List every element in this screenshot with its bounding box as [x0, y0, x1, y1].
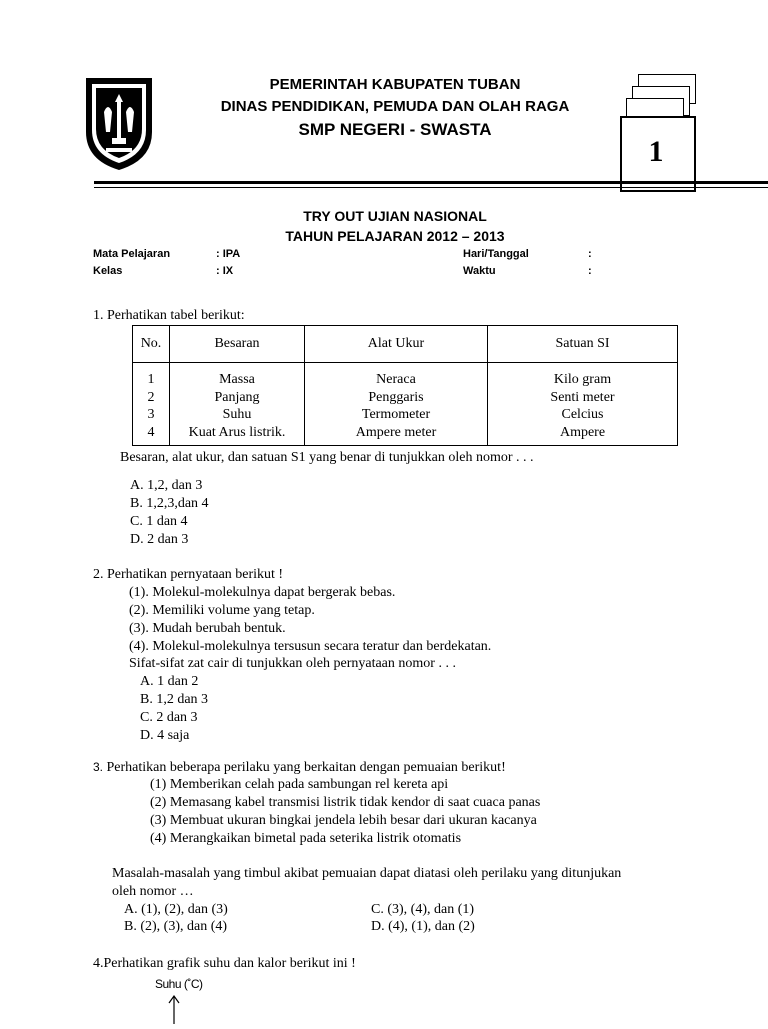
- table-cell: Neraca: [376, 372, 416, 387]
- exam-title-2: TAHUN PELAJARAN 2012 – 2013: [285, 228, 505, 244]
- table-cell: Kilo gram: [553, 372, 612, 387]
- q1-option-a: A. 1,2, dan 3: [130, 478, 203, 493]
- q3-stem: [93, 760, 506, 776]
- time-label: Waktu: [463, 265, 496, 277]
- q2-option-a: A. 1 dan 2: [140, 674, 199, 689]
- table-cell: Ampere: [559, 424, 606, 440]
- table-header-cell: Alat Ukur: [305, 326, 488, 363]
- q4-y-axis-label: Suhu (˚C): [155, 977, 203, 991]
- table-body-row: [133, 363, 678, 446]
- q2-option-c: C. 2 dan 3: [140, 710, 198, 725]
- q3-statement-2: (2) Memasang kabel transmisi listrik tidak kendor di saat cuaca panas: [150, 795, 541, 810]
- q3-statement-1: (1) Memberikan celah pada sambungan rel kereta api: [150, 777, 449, 792]
- q2-statement-4: (4). Molekul-molekulnya tersusun secara teratur dan berdekatan.: [129, 639, 492, 654]
- table-cell: Termometer: [361, 407, 431, 422]
- q2-option-d: D. 4 saja: [140, 728, 190, 743]
- subject-label: Mata Pelajaran: [93, 248, 171, 260]
- table-col-no: [133, 363, 170, 446]
- table-cell: Celcius: [561, 407, 604, 422]
- q3-statement-3: (3) Membuat ukuran bingkai jendela lebih besar dari ukuran kacanya: [150, 813, 537, 828]
- table-cell: Senti meter: [550, 389, 615, 405]
- table-cell: 3: [147, 407, 155, 422]
- header-rule-thin: [94, 187, 768, 188]
- table-col-alat-ukur: [305, 363, 488, 446]
- table-header-row: [133, 326, 678, 363]
- q3-question-line1: Masalah-masalah yang timbul akibat pemuaian dapat diatasi oleh perilaku yang ditunjukan: [112, 866, 622, 881]
- table-cell: 4: [147, 424, 155, 440]
- date-value: :: [588, 248, 592, 260]
- q3-option-b: B. (2), (3), dan (4): [124, 919, 228, 934]
- q1-table: [132, 325, 678, 446]
- header-line2: DINAS PENDIDIKAN, PEMUDA DAN OLAH RAGA: [220, 98, 570, 115]
- q2-option-b: B. 1,2 dan 3: [140, 692, 209, 707]
- table-cell: Ampere meter: [355, 424, 437, 440]
- subject-value: : IPA: [216, 248, 241, 260]
- badge-number: 1: [648, 135, 664, 168]
- table-header-cell: Besaran: [170, 326, 305, 363]
- date-label: Hari/Tanggal: [463, 248, 529, 260]
- q3-statement-4: (4) Merangkaikan bimetal pada seterika listrik otomatis: [150, 831, 462, 846]
- table-cell: Penggaris: [368, 389, 424, 405]
- table-cell: Suhu: [222, 407, 252, 422]
- q2-question: Sifat-sifat zat cair di tunjukkan oleh pernyataan nomor . . .: [129, 656, 456, 671]
- q1-question: Besaran, alat ukur, dan satuan S1 yang benar di tunjukkan oleh nomor . . .: [120, 450, 534, 465]
- q1-option-d: D. 2 dan 3: [130, 532, 189, 547]
- q2-statement-2: (2). Memiliki volume yang tetap.: [129, 603, 315, 618]
- q4-y-axis-arrow: [166, 994, 182, 1024]
- table-header-cell: No.: [133, 326, 170, 363]
- q2-stem: 2. Perhatikan pernyataan berikut !: [93, 567, 284, 582]
- table-header-cell: Satuan SI: [488, 326, 678, 363]
- q1-option-b: B. 1,2,3,dan 4: [130, 496, 209, 511]
- q3-stem-text: Perhatikan beberapa perilaku yang berkaitan dengan pemuaian berikut!: [103, 760, 506, 775]
- q3-option-c: C. (3), (4), dan (1): [371, 902, 475, 917]
- header-line3: SMP NEGERI - SWASTA: [298, 120, 492, 139]
- table-cell: 2: [147, 389, 155, 405]
- time-value: :: [588, 265, 592, 277]
- q1-option-c: C. 1 dan 4: [130, 514, 188, 529]
- class-label: Kelas: [93, 265, 123, 277]
- q4-stem: 4.Perhatikan grafik suhu dan kalor berikut ini !: [93, 956, 356, 971]
- class-value: : IX: [216, 265, 234, 277]
- table-cell: Massa: [219, 372, 255, 387]
- logo-emblem: [82, 72, 156, 172]
- q3-question-line2: oleh nomor …: [112, 884, 194, 899]
- q3-option-a: A. (1), (2), dan (3): [124, 902, 228, 917]
- page-number-badge: [620, 74, 704, 204]
- q2-statement-1: (1). Molekul-molekulnya dapat bergerak bebas.: [129, 585, 396, 600]
- q3-number: 3.: [93, 760, 104, 774]
- q3-option-d: D. (4), (1), dan (2): [371, 919, 475, 934]
- table-cell: Panjang: [214, 389, 260, 405]
- table-col-besaran: [170, 363, 305, 446]
- header-rule-thick: [94, 181, 768, 184]
- q2-statement-3: (3). Mudah berubah bentuk.: [129, 621, 286, 636]
- table-col-satuan: [488, 363, 678, 446]
- header-line1: PEMERINTAH KABUPATEN TUBAN: [269, 76, 521, 93]
- exam-title-1: TRY OUT UJIAN NASIONAL: [303, 208, 487, 224]
- q1-stem: 1. Perhatikan tabel berikut:: [93, 308, 245, 323]
- table-cell: Kuat Arus listrik.: [188, 424, 286, 440]
- table-cell: 1: [147, 372, 155, 387]
